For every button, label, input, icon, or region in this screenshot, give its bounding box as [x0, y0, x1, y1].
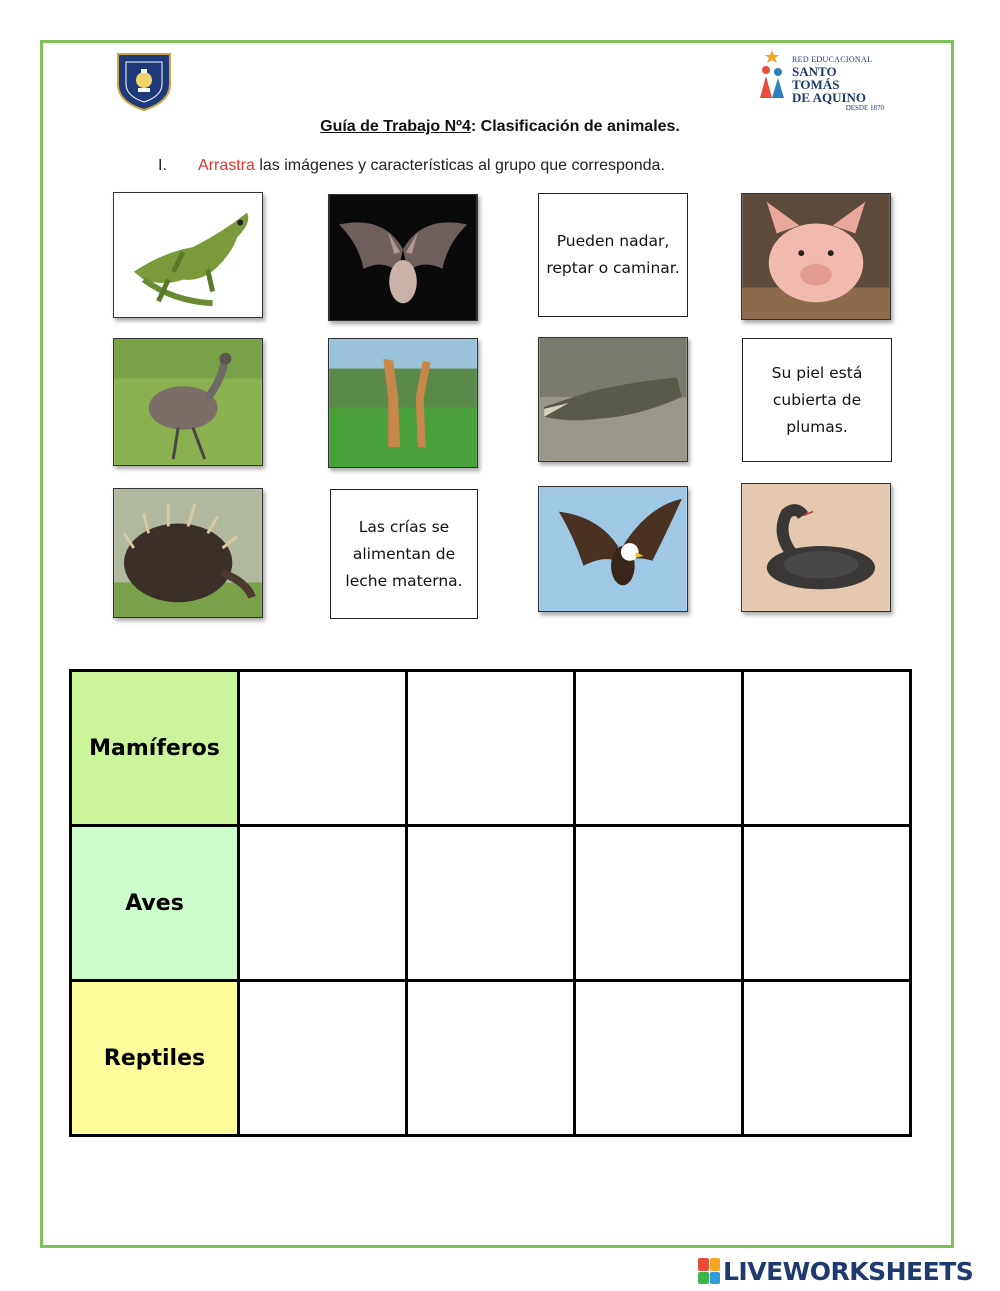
drop-cell[interactable]: [575, 671, 743, 826]
drop-cell[interactable]: [743, 671, 911, 826]
echidna-card[interactable]: [113, 488, 263, 618]
table-row-reptiles: [71, 981, 911, 1136]
drop-cell[interactable]: [239, 981, 407, 1136]
drop-cell[interactable]: [743, 826, 911, 981]
santo-tomas-logo: [754, 48, 884, 112]
instruction-text: las imágenes y características al grupo que corresponda.: [254, 157, 665, 174]
trait-card-swim-crawl-walk[interactable]: Pueden nadar, reptar o caminar.: [538, 193, 688, 317]
pig-icon: [742, 194, 890, 319]
iguana-icon: [114, 193, 262, 317]
title-rest: : Clasificación de animales.: [470, 118, 680, 135]
drop-cell[interactable]: [407, 826, 575, 981]
liveworksheets-icon: [698, 1258, 720, 1284]
crocodile-card[interactable]: [538, 337, 688, 462]
giraffe-icon: [329, 339, 477, 467]
school-crest-logo: [114, 50, 174, 112]
instruction: [158, 157, 665, 175]
logo-line3: DE AQUINO: [792, 90, 867, 105]
row-label: Reptiles: [71, 981, 239, 1136]
classification-table: [69, 669, 912, 1137]
pig-card[interactable]: [741, 193, 891, 320]
drop-cell[interactable]: [239, 826, 407, 981]
instruction-number: I.: [158, 157, 167, 174]
snake-card[interactable]: [741, 483, 891, 612]
drop-cell[interactable]: [575, 826, 743, 981]
trait-card-feathers[interactable]: Su piel está cubierta de plumas.: [742, 338, 892, 462]
drop-cell[interactable]: [743, 981, 911, 1136]
drop-cell[interactable]: [239, 671, 407, 826]
logo-line2: SANTO TOMÁS: [792, 64, 840, 92]
page-title: [0, 118, 1000, 136]
liveworksheets-brand: [698, 1256, 973, 1286]
instruction-verb: Arrastra: [198, 157, 255, 174]
echidna-icon: [114, 489, 262, 617]
title-underlined: Guía de Trabajo Nº4: [320, 118, 471, 135]
drop-cell[interactable]: [407, 671, 575, 826]
drop-cell[interactable]: [407, 981, 575, 1136]
eagle-card[interactable]: [538, 486, 688, 612]
bat-icon: [329, 195, 477, 320]
emu-icon: [114, 339, 262, 465]
row-label: Mamíferos: [71, 671, 239, 826]
crocodile-icon: [539, 338, 687, 461]
emu-card[interactable]: [113, 338, 263, 466]
trait-card-milk[interactable]: Las crías se alimentan de leche materna.: [330, 489, 478, 619]
logo-line1: RED EDUCACIONAL: [792, 55, 873, 64]
snake-icon: [742, 484, 890, 611]
bat-card[interactable]: [328, 194, 478, 321]
brand-wordmark: LIVEWORKSHEETS: [723, 1256, 974, 1286]
table-row-aves: [71, 826, 911, 981]
iguana-card[interactable]: [113, 192, 263, 318]
table-row-mamiferos: [71, 671, 911, 826]
row-label: Aves: [71, 826, 239, 981]
logo-line4: DESDE 1870: [845, 104, 884, 112]
giraffe-card[interactable]: [328, 338, 478, 468]
eagle-icon: [539, 487, 687, 611]
drop-cell[interactable]: [575, 981, 743, 1136]
